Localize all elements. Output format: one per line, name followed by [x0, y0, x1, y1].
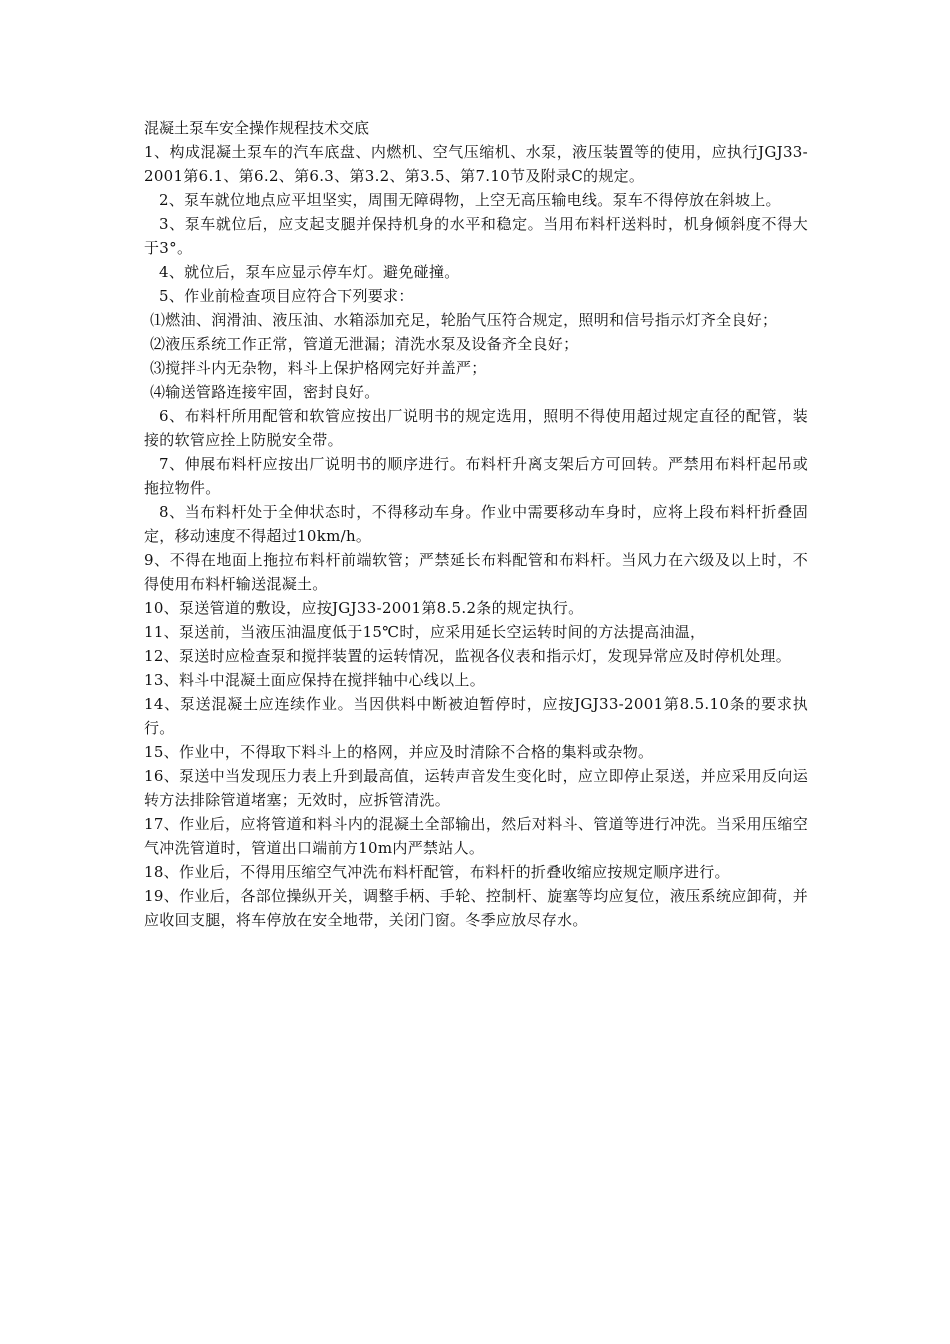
paragraph: 11、泵送前，当液压油温度低于15℃时，应采用延长空运转时间的方法提高油温， [144, 623, 706, 641]
document-body [144, 140, 808, 932]
paragraph: 6、布料杆所用配管和软管应按出厂说明书的规定选用，照明不得使用超过规定直径的配管，装接的软管应拴上防脱安全带。 [144, 407, 808, 449]
document-title: 混凝土泵车安全操作规程技术交底 [144, 119, 370, 137]
paragraph: 2、泵车就位地点应平坦坚实，周围无障碍物，上空无高压输电线。泵车不得停放在斜坡上。 [159, 191, 781, 209]
paragraph: 10、泵送管道的敷设，应按JGJ33-2001第8.5.2条的规定执行。 [144, 599, 584, 617]
paragraph: 14、泵送混凝土应连续作业。当因供料中断被迫暂停时，应按JGJ33-2001第8.5.10条的要求执行。 [144, 695, 808, 737]
paragraph: 1、构成混凝土泵车的汽车底盘、内燃机、空气压缩机、水泵，液压装置等的使用，应执行JGJ33-2001第6.1、第6.2、第6.3、第3.2、第3.5、第7.10节及附录C的规定。 [144, 143, 808, 185]
paragraph: ⑷输送管路连接牢固，密封良好。 [150, 383, 380, 401]
paragraph: 8、当布料杆处于全伸状态时，不得移动车身。作业中需要移动车身时，应将上段布料杆折叠固定，移动速度不得超过10km/h。 [144, 503, 808, 545]
paragraph: 3、泵车就位后，应支起支腿并保持机身的水平和稳定。当用布料杆送料时，机身倾斜度不得大于3°。 [144, 215, 808, 257]
paragraph: 16、泵送中当发现压力表上升到最高值，运转声音发生变化时，应立即停止泵送，并应采用反向运转方法排除管道堵塞；无效时，应拆管清洗。 [144, 767, 808, 809]
paragraph: 4、就位后，泵车应显示停车灯。避免碰撞。 [159, 263, 460, 281]
paragraph: 9、不得在地面上拖拉布料杆前端软管；严禁延长布料配管和布料杆。当风力在六级及以上时，不得使用布料杆输送混凝土。 [144, 551, 808, 593]
paragraph: 18、作业后，不得用压缩空气冲洗布料杆配管，布料杆的折叠收缩应按规定顺序进行。 [144, 863, 730, 881]
paragraph: ⑴燃油、润滑油、液压油、水箱添加充足，轮胎气压符合规定，照明和信号指示灯齐全良好； [150, 311, 778, 329]
paragraph: ⑶搅拌斗内无杂物，料斗上保护格网完好并盖严； [150, 359, 487, 377]
paragraph: 13、料斗中混凝土面应保持在搅拌轴中心线以上。 [144, 671, 485, 689]
paragraph: 19、作业后，各部位操纵开关，调整手柄、手轮、控制杆、旋塞等均应复位，液压系统应卸荷，并应收回支腿，将车停放在安全地带，关闭门窗。冬季应放尽存水。 [144, 887, 808, 929]
paragraph: 5、作业前检查项目应符合下列要求： [159, 287, 414, 305]
document-page [144, 116, 808, 932]
paragraph: ⑵液压系统工作正常，管道无泄漏；清洗水泵及设备齐全良好； [150, 335, 579, 353]
paragraph: 7、伸展布料杆应按出厂说明书的顺序进行。布料杆升离支架后方可回转。严禁用布料杆起吊或拖拉物件。 [144, 455, 808, 497]
paragraph: 12、泵送时应检查泵和搅拌装置的运转情况，监视各仪表和指示灯，发现异常应及时停机处理。 [144, 647, 791, 665]
paragraph: 15、作业中，不得取下料斗上的格网，并应及时清除不合格的集料或杂物。 [144, 743, 654, 761]
paragraph: 17、作业后，应将管道和料斗内的混凝土全部输出，然后对料斗、管道等进行冲洗。当采用压缩空气冲洗管道时，管道出口端前方10m内严禁站人。 [144, 815, 808, 857]
